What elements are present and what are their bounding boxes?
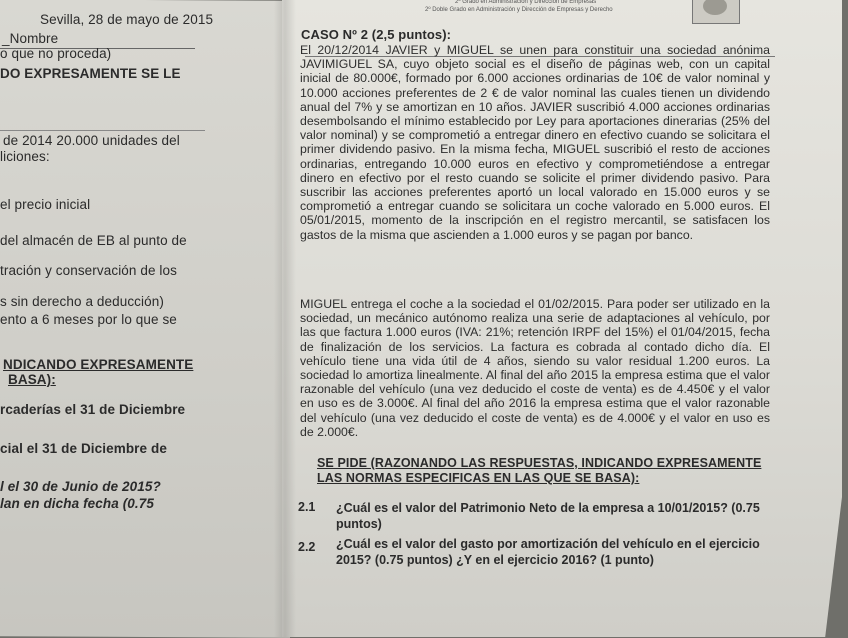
question-number: 2.2 (298, 540, 316, 554)
name-label: _Nombre (2, 31, 59, 46)
question-text: ¿Cuál es el valor del gasto por amortización del vehículo en el ejercicio 2015? (0.75 puntos) ¿Y en el ejercicio 2016? (1 punto) (336, 537, 760, 567)
left-text-line: liciones: (0, 149, 50, 164)
left-heading-fragment: BASA): (8, 372, 56, 387)
left-text-line: del almacén de EB al punto de (0, 233, 187, 248)
left-question-fragment: cial el 31 de Diciembre de (0, 441, 167, 456)
case-paragraph-1: El 20/12/2014 JAVIER y MIGUEL se unen para constituir una sociedad anónima JAVIMIGUEL SA, cuyo objeto social es el diseño de páginas web, con un capital inicial de 80.000€, formado por 6.000 acciones ordinarias de 10€ de valor nominal y 10.000 acciones preferentes de 2 € de valor nominal las cuales tienen un dividendo anual del 7% y se amortizan en 10 años. JAVIER suscribió 4.000 acciones ordinarias desembolsando el mínimo establecido por Ley para aportaciones dinerarias (25% del valor nominal) y se comprometió a entregar dinero en efectivo cuando se solicitara el primer dividendo pasivo. En la misma fecha, MIGUEL suscribió el resto de acciones ordinarias, entregando 10.000 euros en efectivo y comprometiéndose a entregar dinero en efectivo por el resto cuando se solicite el primer dividendo pasivo. Para suscribir las acciones preferentes aportó un local valorado en 15.000 euros y se comprometió a entregar cuando se solicitara un coche valorado en 5.000 euros. El 05/01/2015, momento de la inscripción en el registro mercantil, se satisfacen los gastos de la misma que ascienden a 1.000 euros y se pagan por banco. (300, 43, 770, 242)
case-paragraph-2: MIGUEL entrega el coche a la sociedad el 01/02/2015. Para poder ser utilizado en la sociedad, un mecánico autónomo realiza una serie de adaptaciones al vehículo, por las que factura 1.000 euros (IVA: 21%; retención IRPF del 15%) el 01/04/2015, fecha de finalización de los servicios. La factura es cobrada al contado dicho día. El vehículo tiene una vida útil de 4 años, siendo su valor residual 1.200 euros. La sociedad lo amortiza linealmente. Al final del año 2015 la empresa estima que el valor razonable del vehículo (una vez deducido el coste de venta) es de 4.450€ y el valor en uso es de 3.000€. Al final del año 2016 la empresa estima que el valor razonable del vehículo (una vez deducido el coste de venta) es de 4.000€ y el valor en uso es de 2.000€. (300, 297, 770, 439)
university-logo (692, 0, 740, 24)
left-text-line: el precio inicial (0, 197, 91, 212)
heading-fragment: DO EXPRESAMENTE SE LE (0, 66, 181, 81)
left-text-line: s sin derecho a deducción) (0, 294, 164, 309)
left-text-line: de 2014 20.000 unidades del (3, 133, 180, 148)
left-question-fragment: lan en dicha fecha (0.75 (0, 496, 154, 511)
left-heading-fragment: NDICANDO EXPRESAMENTE (3, 357, 194, 372)
left-text-line: ento a 6 meses por lo que se (0, 312, 177, 327)
left-question-fragment: rcaderías el 31 de Diciembre (0, 402, 186, 417)
question-text: ¿Cuál es el valor del Patrimonio Neto de la empresa a 10/01/2015? (0.75 puntos) (336, 501, 760, 531)
instruction-fragment: o que no proceda) (0, 46, 112, 61)
left-question-fragment: l el 30 de Junio de 2015? (0, 479, 161, 494)
left-text-line: tración y conservación de los (0, 263, 177, 278)
se-pide-heading-2: LAS NORMAS ESPECIFICAS EN LAS QUE SE BASA): (317, 471, 640, 485)
header-line-2: 2º Doble Grado en Administración y Dirección de Empresas y Derecho (425, 7, 613, 13)
question-number: 2.1 (298, 500, 316, 514)
exam-date: Sevilla, 28 de mayo de 2015 (40, 12, 214, 27)
page-gutter (274, 0, 296, 637)
case-title: CASO Nº 2 (2,5 puntos): (301, 27, 452, 42)
se-pide-heading: SE PIDE (RAZONANDO LAS RESPUESTAS, INDICANDO EXPRESAMENTE (317, 456, 762, 470)
header-line-1: 2º Grado en Administración y Dirección de Empresas (455, 0, 597, 5)
left-divider (0, 130, 205, 131)
